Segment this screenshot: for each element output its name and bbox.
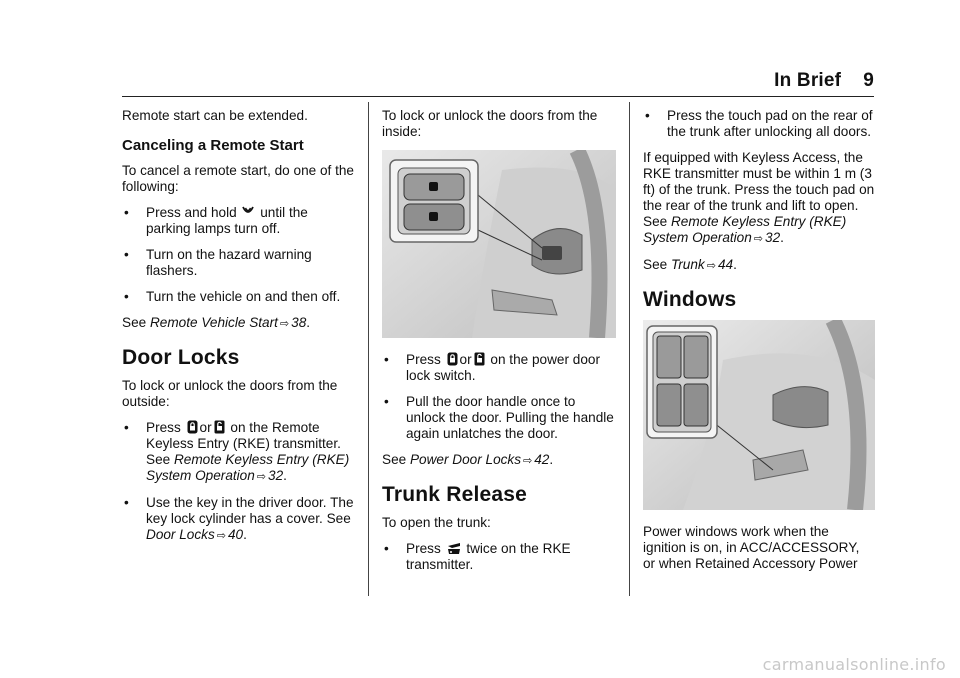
trunk-icon bbox=[447, 542, 461, 555]
unlock-icon bbox=[214, 420, 225, 434]
page-arrow-icon: ⇨ bbox=[216, 530, 226, 542]
list-item: • Press twice on the RKE transmitter. bbox=[384, 541, 571, 572]
list-item: • Press or on the Remote Keyless Entry (RKE) transmitter. See Remote Keyless Entry (RKE) System Operation ⇨ 32. bbox=[124, 420, 350, 483]
paragraph-keyless: If equipped with Keyless Access, the RKE transmitter must be within 1 m (3 ft) of the trunk. Press the touch pad on the rear of the trunk and lift to open. See Remote Keyless Entry (RKE) System Operation ⇨ 32. bbox=[643, 150, 875, 245]
bullet: • bbox=[384, 352, 389, 367]
see-reference: See Remote Vehicle Start ⇨ 38. bbox=[122, 315, 311, 330]
see-reference: See Trunk ⇨ 44. bbox=[643, 257, 737, 272]
bullet: • bbox=[124, 289, 129, 304]
window-switch-illustration bbox=[643, 320, 875, 514]
page-arrow-icon: ⇨ bbox=[279, 318, 290, 330]
remote-start-icon bbox=[242, 205, 254, 219]
reference-link[interactable]: Remote Keyless Entry (RKE) System Operation bbox=[643, 214, 847, 245]
bullet: • bbox=[124, 495, 129, 510]
reference-link[interactable]: Trunk bbox=[670, 257, 705, 272]
list-item: • Use the key in the driver door. The key lock cylinder has a cover. See Door Locks ⇨ 40. bbox=[124, 495, 354, 542]
paragraph-power-windows: Power windows work when the ignition is on, in ACC/ACCESSORY, or when Retained Accessory Power bbox=[643, 524, 860, 571]
list-item: • Turn the vehicle on and then off. bbox=[124, 289, 341, 304]
header-title bbox=[774, 70, 874, 92]
page-arrow-icon: ⇨ bbox=[523, 455, 533, 467]
list-item: • Press the touch pad on the rear of the trunk after unlocking all doors. bbox=[645, 108, 873, 139]
bullet: • bbox=[124, 247, 129, 262]
watermark: carmanualsonline.info bbox=[762, 655, 946, 674]
list-item: • Press or on the power door lock switch. bbox=[384, 352, 600, 383]
page-arrow-icon: ⇨ bbox=[256, 471, 267, 483]
paragraph-cancel: To cancel a remote start, do one of the following: bbox=[122, 163, 354, 194]
heading-door-locks: Door Locks bbox=[122, 346, 240, 369]
bullet: • bbox=[384, 394, 389, 409]
lock-icon bbox=[187, 420, 198, 434]
door-panel-image bbox=[382, 150, 616, 338]
lock-icon bbox=[447, 352, 458, 366]
heading-trunk-release: Trunk Release bbox=[382, 483, 528, 506]
column-3 bbox=[643, 108, 875, 582]
door-lock-switch-illustration bbox=[382, 150, 616, 342]
list-item: • Press and hold until the parking lamps turn off. bbox=[124, 205, 308, 236]
column-1 bbox=[122, 108, 354, 554]
column-divider-2 bbox=[629, 102, 630, 596]
column-divider-1 bbox=[368, 102, 369, 596]
paragraph-open-trunk: To open the trunk: bbox=[382, 515, 491, 530]
list-item: • Pull the door handle once to unlock the door. Pulling the handle again unlatches the door. bbox=[384, 394, 614, 441]
reference-link[interactable]: Remote Keyless Entry (RKE) System Operation bbox=[146, 452, 350, 483]
heading-windows: Windows bbox=[643, 288, 737, 311]
bullet: • bbox=[645, 108, 650, 123]
section-title: In Brief bbox=[774, 70, 842, 91]
bullet: • bbox=[124, 420, 129, 435]
reference-link[interactable]: Remote Vehicle Start bbox=[149, 315, 278, 330]
reference-link[interactable]: Power Door Locks bbox=[409, 452, 522, 467]
bullet: • bbox=[384, 541, 389, 556]
reference-link[interactable]: Door Locks bbox=[146, 527, 215, 542]
page-number: 9 bbox=[863, 70, 874, 91]
paragraph-inside: To lock or unlock the doors from the inside: bbox=[382, 108, 598, 139]
list-item: • Turn on the hazard warning flashers. bbox=[124, 247, 312, 278]
see-reference: See Power Door Locks ⇨ 42. bbox=[382, 452, 554, 467]
paragraph-outside: To lock or unlock the doors from the outside: bbox=[122, 378, 338, 409]
column-2 bbox=[382, 108, 616, 583]
bullet: • bbox=[124, 205, 129, 220]
page-arrow-icon: ⇨ bbox=[753, 233, 764, 245]
page-header bbox=[122, 66, 874, 97]
paragraph-extend: Remote start can be extended. bbox=[122, 108, 308, 123]
footer bbox=[0, 656, 960, 678]
page-arrow-icon: ⇨ bbox=[706, 260, 716, 272]
window-switch-image bbox=[643, 320, 875, 510]
heading-canceling-remote-start: Canceling a Remote Start bbox=[122, 137, 304, 154]
unlock-icon bbox=[474, 352, 485, 366]
